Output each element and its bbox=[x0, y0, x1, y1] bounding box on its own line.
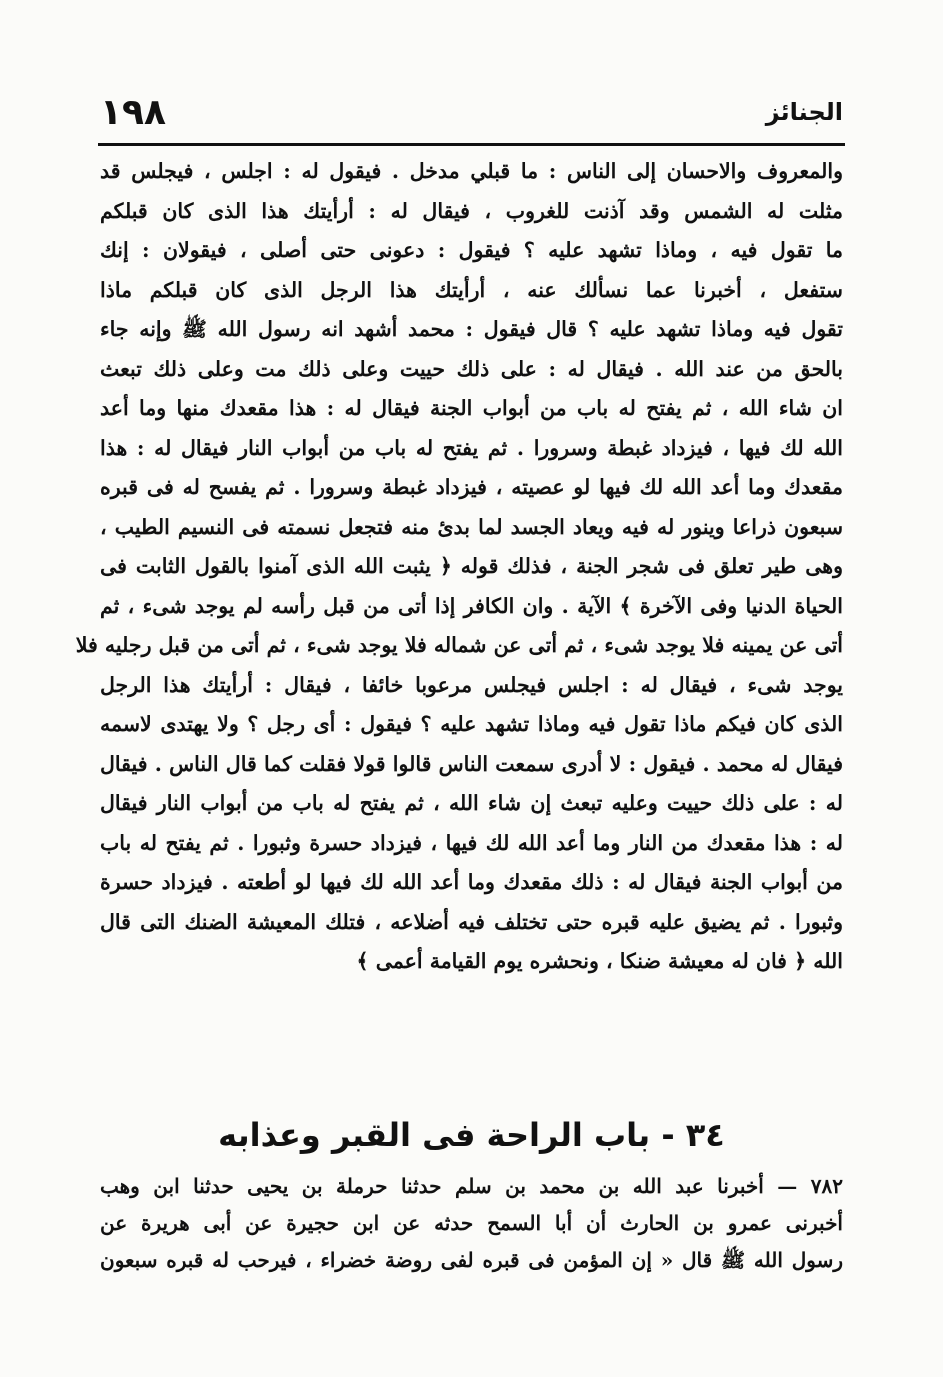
hadith-text bbox=[100, 1168, 843, 1279]
page-header bbox=[100, 92, 843, 142]
text-line: أتى عن يمينه فلا يوجد شىء ، ثم أتى عن شماله فلا يوجد شىء ، ثم أتى من قبل رجليه فلا bbox=[75, 633, 843, 657]
running-title: الجنائز bbox=[765, 98, 843, 126]
text-line: سبعون ذراعا وينور له فيه ويعاد الجسد لما بدئ منه فتجعل نسمته فى النسيم الطيب ، bbox=[100, 514, 843, 539]
text-line: مثلت له الشمس وقد آذنت للغروب ، فيقال له : أرأيتك هذا الذى كان قبلكم bbox=[100, 198, 843, 223]
text-line: بالحق من عند الله . فيقال له : على ذلك حييت وعلى ذلك مت وعلى ذلك تبعث bbox=[100, 356, 843, 381]
text-line: يوجد شىء ، فيقال له : اجلس فيجلس مرعوبا خائفا ، فيقال : أرأيتك هذا الرجل bbox=[100, 672, 843, 697]
hadith-line: رسول الله ﷺ قال « إن المؤمن فى قبره لفى روضة خضراء ، فيرحب له قبره سبعون bbox=[100, 1248, 843, 1272]
text-line: له : على ذلك حييت وعليه تبعث إن شاء الله ، ثم يفتح له باب من أبواب النار فيقال bbox=[100, 791, 843, 815]
text-line: ان شاء الله ، ثم يفتح له باب من أبواب الجنة فيقال له : هذا مقعدك منها وما أعد bbox=[100, 396, 843, 420]
text-line: وثبورا . ثم يضيق عليه قبره حتى تختلف فيه أضلاعه ، فتلك المعيشة الضنك التى قال bbox=[100, 909, 843, 934]
text-line: الحياة الدنيا وفى الآخرة ﴾ الآية . وان الكافر إذا أتى من قبل رأسه لم يوجد شىء ، ثم bbox=[100, 593, 843, 618]
hadith-line: أخبرنى عمرو بن الحارث أن أبا السمح حدثه عن ابن حجيرة عن أبى هريرة عن bbox=[100, 1211, 843, 1235]
page-number: ١٩٨ bbox=[100, 92, 166, 133]
text-line: فيقال له محمد . فيقول : لا أدرى سمعت الناس قالوا قولا فقلت كما قال الناس . فيقال bbox=[100, 751, 843, 776]
hadith-line: ٧٨٢ — أخبرنا عبد الله بن محمد بن سلم حدثنا حرملة بن يحيى حدثنا ابن وهب bbox=[100, 1174, 843, 1198]
text-line: ما تقول فيه ، وماذا تشهد عليه ؟ فيقول : دعونى حتى أصلى ، فيقولان : إنك bbox=[100, 238, 843, 262]
text-line: تقول فيه وماذا تشهد عليه ؟ قال فيقول : محمد أشهد انه رسول الله ﷺ وإنه جاء bbox=[100, 317, 843, 341]
body-text bbox=[75, 152, 843, 982]
header-rule bbox=[98, 143, 845, 146]
text-line: وهى طير تعلق فى شجر الجنة ، فذلك قوله ﴿ يثبت الله الذى آمنوا بالقول الثابت فى bbox=[100, 554, 843, 578]
text-line: من أبواب الجنة فيقال له : ذلك مقعدك وما أعد الله لك فيها لو أطعته . فيزداد حسرة bbox=[100, 870, 843, 894]
text-line: مقعدك وما أعد الله لك فيها لو عصيته ، فيزداد غبطة وسرورا . ثم يفسح له فى قبره bbox=[100, 475, 843, 499]
text-line: الله لك فيها ، فيزداد غبطة وسرورا . ثم يفتح له باب من أبواب النار فيقال له : هذا bbox=[100, 435, 843, 460]
text-line: والمعروف والاحسان إلى الناس : ما قبلي مدخل . فيقول له : اجلس ، فيجلس قد bbox=[100, 159, 843, 183]
text-line: له : هذا مقعدك من النار وما أعد الله لك فيها ، فيزداد حسرة وثبورا . ثم يفتح له باب bbox=[100, 830, 843, 855]
section-heading: ٣٤ - باب الراحة فى القبر وعذابه bbox=[218, 1116, 725, 1154]
text-line-last: الله ﴿ فان له معيشة ضنكا ، ونحشره يوم القيامة أعمى ﴾ bbox=[356, 949, 843, 973]
text-line: ستفعل ، أخبرنا عما نسألك عنه ، أرأيتك هذا الرجل الذى كان قبلكم ماذا bbox=[100, 277, 843, 302]
text-line: الذى كان فيكم ماذا تقول فيه وماذا تشهد عليه ؟ فيقول : أى رجل ؟ ولا يهتدى لاسمه bbox=[100, 712, 843, 736]
